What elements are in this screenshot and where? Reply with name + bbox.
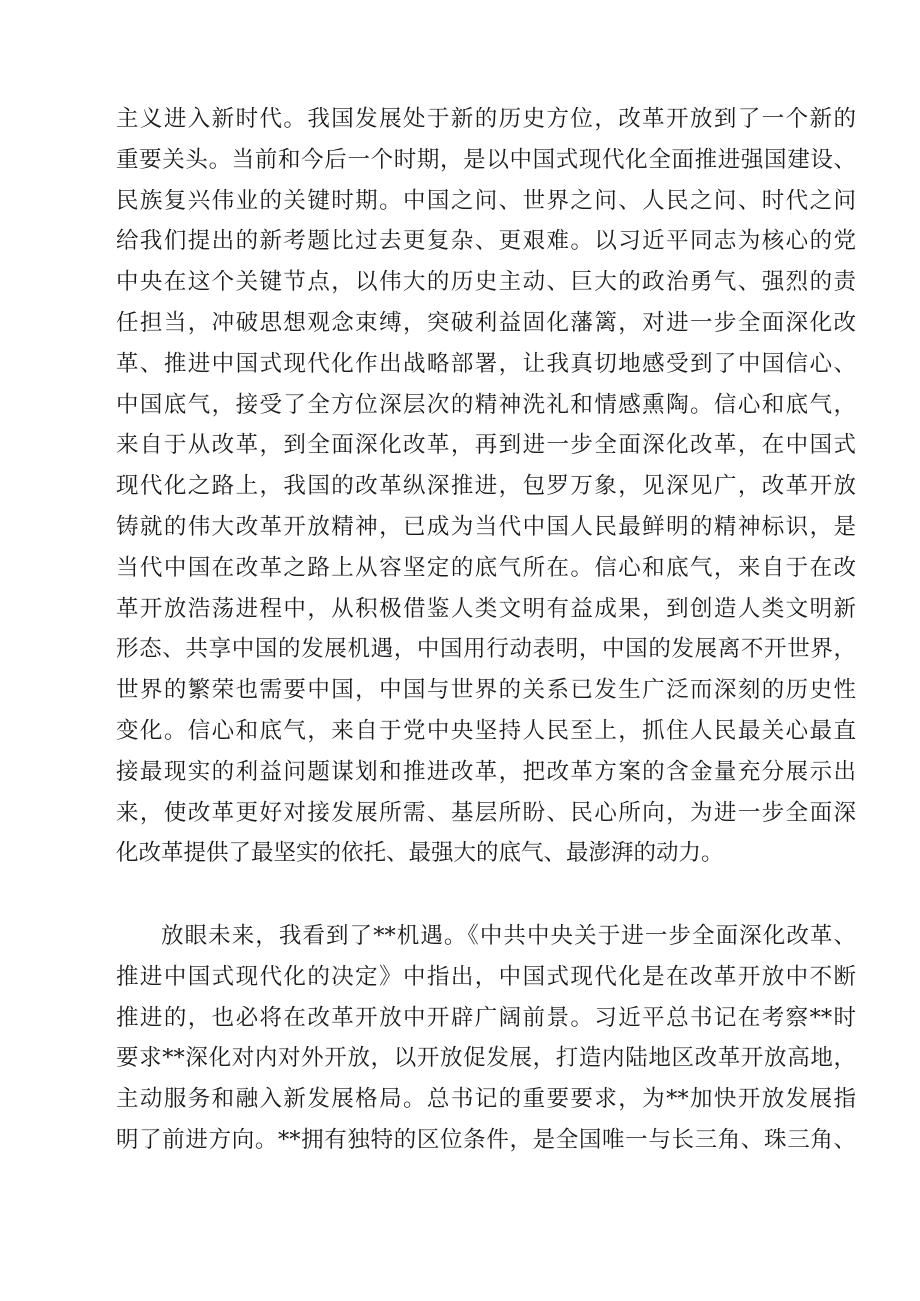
paragraph-line: 世界的繁荣也需要中国，中国与世界的关系已发生广泛而深刻的历史性 [116, 677, 856, 704]
paragraph-line: 当代中国在改革之路上从容坚定的底气所在。信心和底气，来自于在改 [116, 554, 856, 581]
paragraph-line: 推进的，也必将在改革开放中开辟广阔前景。习近平总书记在考察**时 [116, 1004, 856, 1031]
paragraph-1 [116, 99, 856, 874]
paragraph-2 [116, 916, 856, 1161]
paragraph-line: 中央在这个关键节点，以伟大的历史主动、巨大的政治勇气、强烈的责 [116, 269, 856, 296]
paragraph-line: 来自于从改革，到全面深化改革，再到进一步全面深化改革，在中国式 [116, 432, 856, 459]
paragraph-line: 要求**深化对内对外开放，以开放促发展，打造内陆地区改革开放高地， [116, 1045, 856, 1072]
paragraph-line: 现代化之路上，我国的改革纵深推进，包罗万象，见深见广，改革开放 [116, 473, 856, 500]
paragraph-line: 化改革提供了最坚实的依托、最强大的底气、最澎湃的动力。 [116, 840, 724, 867]
paragraph-line: 重要关头。当前和今后一个时期，是以中国式现代化全面推进强国建设、 [116, 146, 856, 173]
paragraph-line: 中国底气，接受了全方位深层次的精神洗礼和情感熏陶。信心和底气， [116, 391, 856, 418]
paragraph-line: 来，使改革更好对接发展所需、基层所盼、民心所向，为进一步全面深 [116, 799, 856, 826]
paragraph-line: 形态、共享中国的发展机遇，中国用行动表明，中国的发展离不开世界， [116, 636, 856, 663]
paragraph-line: 革、推进中国式现代化作出战略部署，让我真切地感受到了中国信心、 [116, 350, 856, 377]
paragraph-line: 放眼未来，我看到了**机遇。《中共中央关于进一步全面深化改革、 [161, 923, 856, 949]
paragraph-line: 明了前进方向。**拥有独特的区位条件，是全国唯一与长三角、珠三角、 [116, 1126, 856, 1153]
paragraph-line: 主动服务和融入新发展格局。总书记的重要要求，为**加快开放发展指 [116, 1086, 856, 1113]
paragraph-line: 民族复兴伟业的关键时期。中国之问、世界之问、人民之问、时代之问 [116, 187, 856, 214]
paragraph-line: 革开放浩荡进程中，从积极借鉴人类文明有益成果，到创造人类文明新 [116, 595, 856, 622]
paragraph-line: 接最现实的利益问题谋划和推进改革，把改革方案的含金量充分展示出 [116, 758, 856, 785]
paragraph-line: 推进中国式现代化的决定》中指出，中国式现代化是在改革开放中不断 [116, 963, 856, 990]
paragraph-line: 铸就的伟大改革开放精神，已成为当代中国人民最鲜明的精神标识，是 [116, 513, 856, 540]
paragraph-line: 给我们提出的新考题比过去更复杂、更艰难。以习近平同志为核心的党 [116, 228, 856, 255]
paragraph-line: 主义进入新时代。我国发展处于新的历史方位，改革开放到了一个新的 [116, 106, 856, 132]
paragraph-line: 任担当，冲破思想观念束缚，突破利益固化藩篱，对进一步全面深化改 [116, 309, 856, 336]
paragraph-line: 变化。信心和底气，来自于党中央坚持人民至上，抓住人民最关心最直 [116, 717, 856, 744]
